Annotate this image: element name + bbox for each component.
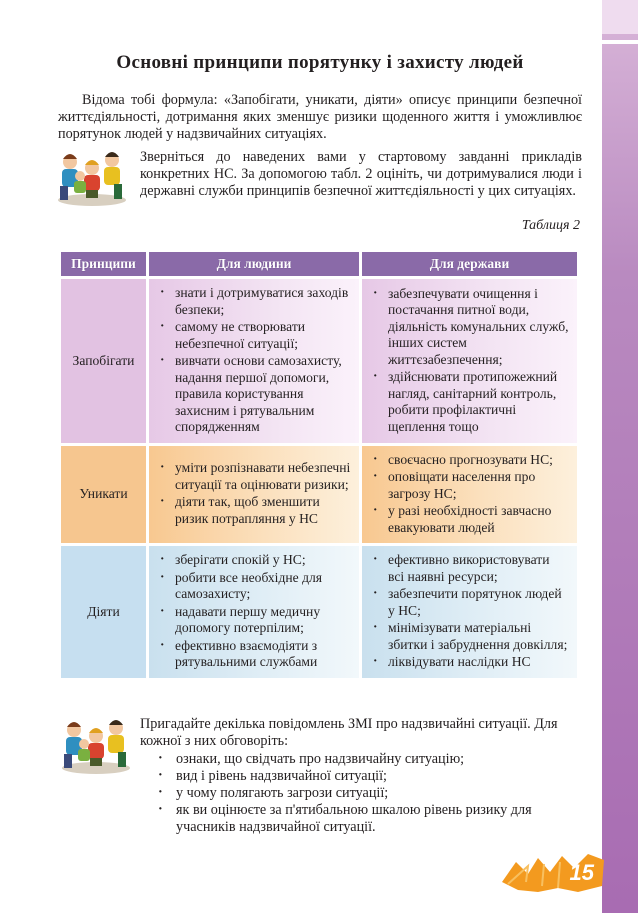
table-header-state: Для держави [362,252,577,276]
state-cell [362,279,577,443]
list-item: · ознаки, що свідчать про надзвичайну ситуацію; [140,751,585,768]
list-item: · ефективно використовувати всі наявні ресурси; [370,552,569,585]
person-cell [149,546,359,678]
side-decor-band [602,0,638,913]
table-row-act [61,546,577,678]
list-item: · робити все необхідне для самозахисту; [157,570,351,603]
list-item: · вивчати основи самозахисту, надання першої допомоги, правила користування захисним і рятувальним спорядженням [157,353,351,436]
group-discussion-icon [56,714,134,776]
task-block-2 [140,716,585,836]
person-cell [149,446,359,544]
task2-list [140,751,585,836]
list-item: · зберігати спокій у НС; [157,552,351,569]
task2-lead: Пригадайте декілька повідомлень ЗМІ про надзвичайні ситуації. Для кожної з них обговоріть: [140,716,558,749]
list-item: · у разі необхідності завчасно евакуювати людей [370,503,569,536]
task-paragraph-1: Зверніться до наведених вами у стартовому завданні прикладів конкретних НС. За допомогою табл. 2 оцініть, чи дотримувалися люди і державні служби принципів безпечної життєдіяльності у цих ситуаціях. [140,149,582,199]
table-row-prevent [61,279,577,443]
table-header-row [61,252,577,276]
list-item: · надавати першу медичну допомогу потерпілим; [157,604,351,637]
group-discussion-icon [52,146,130,208]
list-item: · у чому полягають загрози ситуації; [140,785,585,802]
list-item: · ефективно взаємодіяти з рятувальними службами [157,638,351,671]
page-number-badge [498,852,608,894]
list-item: · знати і дотримуватися заходів безпеки; [157,285,351,318]
side-band-line [602,40,638,44]
list-item: · вид і рівень надзвичайної ситуації; [140,768,585,785]
principles-table [58,249,580,681]
list-item: · здійснювати протипожежний нагляд, санітарний контроль, робити профілактичні щеплення тощо [370,369,569,435]
person-cell [149,279,359,443]
list-item: · оповіщати населення про загрозу НС; [370,469,569,502]
list-item: · забезпечити порятунок людей у НС; [370,586,569,619]
page-number: 15 [569,860,594,885]
page-title: Основні принципи порятунку і захисту людей [116,52,524,73]
table-row-avoid [61,446,577,544]
list-item: · мінімізувати матеріальні збитки і забруднення довкілля; [370,620,569,653]
list-item: · як ви оцінюєте за п'ятибальною шкалою рівень ризику для учасників надзвичайної ситуації. [140,802,585,836]
list-item: · самому не створювати небезпечної ситуації; [157,319,351,352]
table-caption: Таблиця 2 [521,218,580,233]
principle-cell: Діяти [61,546,146,678]
list-item: · своєчасно прогнозувати НС; [370,452,569,469]
list-item: · уміти розпізнавати небезпечні ситуації та оцінювати ризики; [157,460,351,493]
table-header-person: Для людини [149,252,359,276]
table-header-principles: Принципи [61,252,146,276]
list-item: · ліквідувати наслідки НС [370,654,569,671]
principle-cell: Уникати [61,446,146,544]
principle-cell: Запобігати [61,279,146,443]
state-cell [362,446,577,544]
side-band-top [602,0,638,34]
intro-paragraph: Відома тобі формула: «Запобігати, уникати, діяти» описує принципи безпечної життєдіяльності, дотримання яких зменшує ризики щоденного життя і уможливлює порятунок людей у надзвичайних ситуаціях. [58,92,582,142]
list-item: · забезпечувати очищення і постачання питної води, діяльність комунальних служб, інших систем життєзабезпечення; [370,286,569,369]
state-cell [362,546,577,678]
list-item: · діяти так, щоб зменшити ризик потрапляння у НС [157,494,351,527]
